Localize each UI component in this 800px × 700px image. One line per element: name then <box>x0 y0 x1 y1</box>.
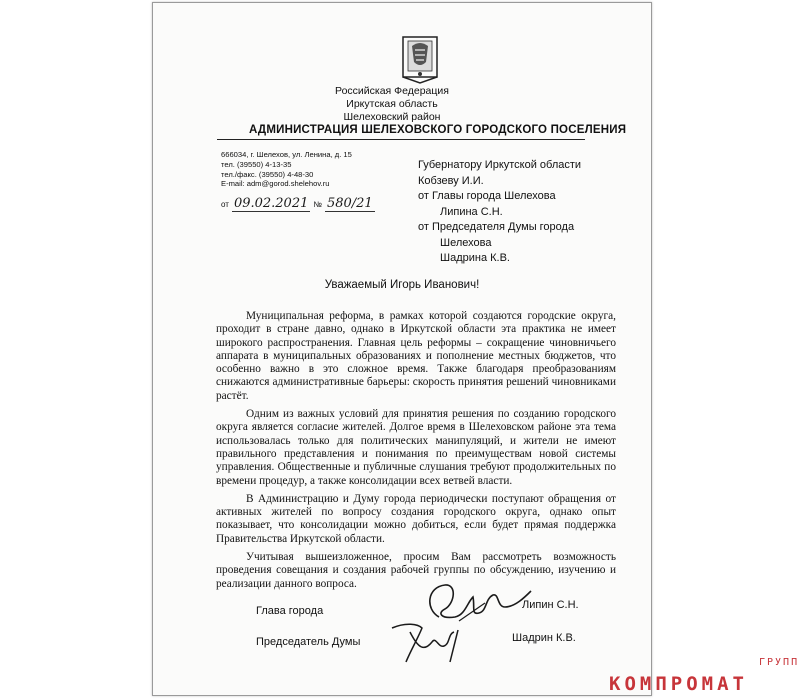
body-paragraph: Учитывая вышеизложенное, просим Вам рассмотреть возможность проведения совещания и создания рабочей группы по обсуждению, изучению и реализации данного вопроса. <box>216 551 616 590</box>
watermark-logo: КОМПРОМАТ <box>609 673 748 695</box>
addressee-line: Шадрина К.В. <box>440 252 510 264</box>
letterhead-region: Иркутская область <box>346 98 438 110</box>
addressee-line: от Главы города Шелехова <box>418 190 556 202</box>
letterhead-country: Российская Федерация <box>335 85 449 97</box>
organization-name: АДМИНИСТРАЦИЯ ШЕЛЕХОВСКОГО ГОРОДСКОГО ПОСЕЛЕНИЯ <box>249 124 627 136</box>
signatory-name-duma: Шадрин К.В. <box>512 632 576 644</box>
contact-phone: тел. (39550) 4-13-35 <box>221 159 292 169</box>
reg-from-label: от <box>221 200 229 209</box>
addressee-line: Губернатору Иркутской области <box>418 159 582 171</box>
addressee-line: от Председателя Думы города <box>418 221 575 233</box>
addressee-line: Кобзеву И.И. <box>418 174 484 187</box>
handwritten-signature-duma <box>388 618 478 668</box>
letter-body <box>216 310 616 596</box>
contact-block <box>221 150 381 189</box>
body-paragraph: Одним из важных условий для принятия решения по созданию городского округа является согласие жителей. Долгое время в Шелеховском районе эта тема использовалась только для политических манипуляций, и жители не имеют правильного представления и понимания по преимуществам новой системы управления. Общественные и публичные слушания требуют продолжительных по времени процедур, а также консолидации всех ветвей власти. <box>216 408 616 487</box>
addressee-line: Липина С.Н. <box>440 205 503 218</box>
reg-date: 09.02.2021 <box>233 196 309 211</box>
letter-page <box>152 2 652 696</box>
coat-of-arms-icon <box>402 36 438 84</box>
addressee-block <box>418 158 648 267</box>
body-paragraph: Муниципальная реформа, в рамках которой создаются городские округа, проходит в стране давно, однако в Иркутской области эта практика не имеет широкого распространения. Главная цель реформы – сокращение чиновничьего аппарата в муниципальных образованиях и пополнение местных бюджетов, что особенно важно в это сложное время. Также благодаря преобразованиям снижаются административные барьеры: скорость принятия решений чиновниками растёт. <box>216 310 616 402</box>
body-paragraph: В Администрацию и Думу города периодически поступают обращения от активных жителей по вопросу создания городского округа, однако опыт показывает, что консолидации можно добиться, если будет прямая поддержка Правительства Иркутской области. <box>216 492 616 545</box>
contact-email: E-mail: adm@gorod.shelehov.ru <box>221 179 330 189</box>
registration-line <box>221 196 375 212</box>
reg-number: 580/21 <box>326 196 373 211</box>
contact-address: 666034, г. Шелехов, ул. Ленина, д. 15 <box>221 150 352 159</box>
letterhead-district: Шелеховский район <box>343 111 441 123</box>
watermark-group-text: ГРУПП <box>759 657 800 668</box>
signatory-title-duma: Председатель Думы <box>256 636 361 648</box>
header-divider <box>217 139 585 140</box>
signatory-title-head: Глава города <box>256 605 324 617</box>
signatory-name-head: Липин С.Н. <box>522 599 579 611</box>
contact-fax: тел./факс. (39550) 4-48-30 <box>221 169 314 179</box>
reg-number-label: № <box>313 200 322 209</box>
salutation: Уважаемый Игорь Иванович! <box>324 279 480 291</box>
addressee-line: Шелехова <box>440 236 492 249</box>
